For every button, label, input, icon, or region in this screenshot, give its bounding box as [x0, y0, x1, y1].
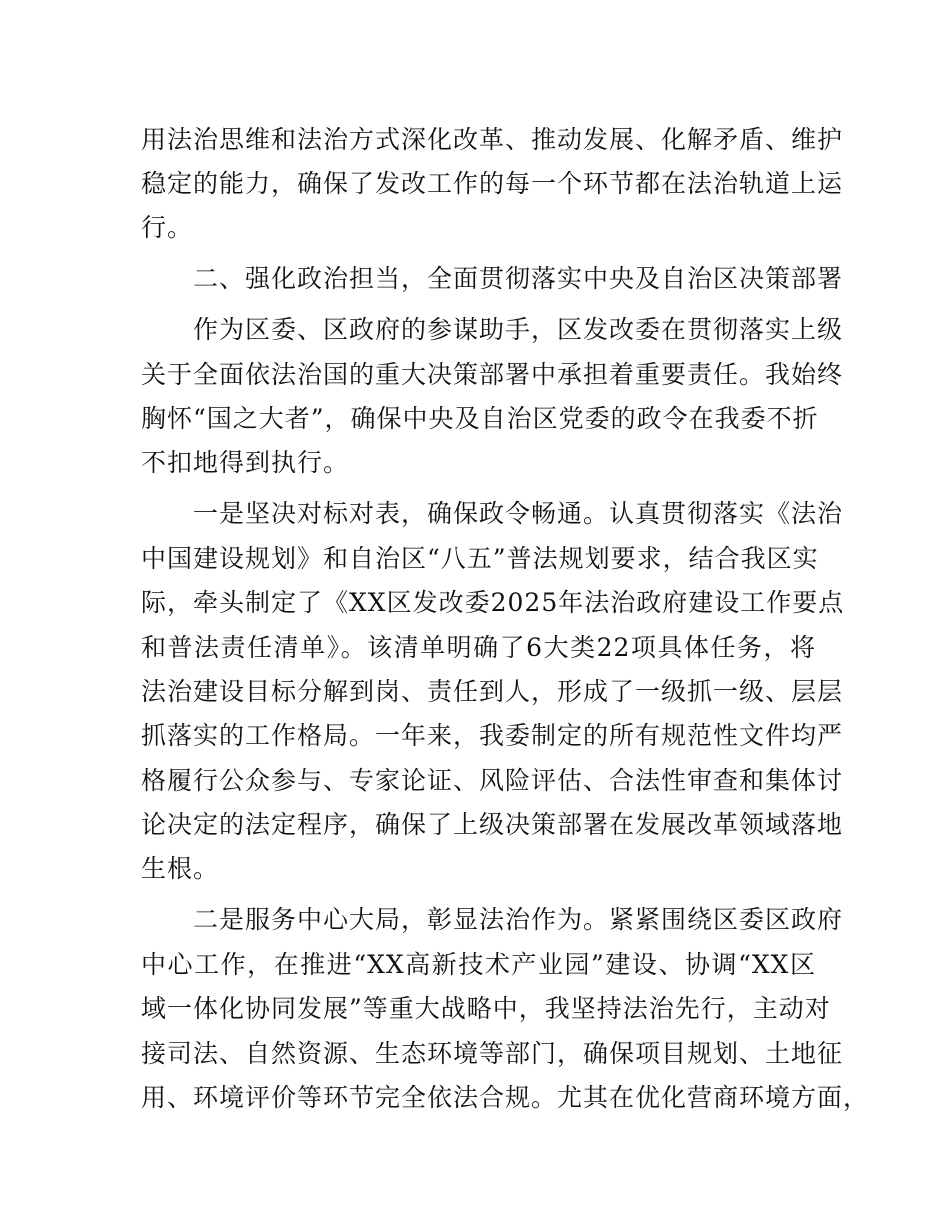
text-line: 抓落实的工作格局。一年来，我委制定的所有规范性文件均严 — [141, 721, 844, 750]
text-line: 行。 — [141, 213, 194, 242]
text-line: 胸怀“国之大者”，确保中央及自治区党委的政令在我委不折 — [141, 404, 819, 433]
text-line: 格履行公众参与、专家论证、风险评估、合法性审查和集体讨 — [141, 766, 844, 795]
text-line: 作为区委、区政府的参谋助手，区发改委在贯彻落实上级 — [193, 315, 844, 344]
text-line: 不扣地得到执行。 — [141, 448, 350, 477]
text-line: 法治建设目标分解到岗、责任到人，形成了一级抓一级、层层 — [141, 677, 844, 706]
text-line: 际，牵头制定了《XX区发改委2025年法治政府建设工作要点 — [141, 588, 845, 617]
text-line: 和普法责任清单》。该清单明确了6大类22项具体任务，将 — [141, 633, 816, 662]
text-line: 接司法、自然资源、生态环境等部门，确保项目规划、土地征 — [141, 1039, 844, 1068]
text-line: 论决定的法定程序，确保了上级决策部署在发展改革领域落地 — [141, 810, 844, 839]
text-line: 二是服务中心大局，彰显法治作为。紧紧围绕区委区政府 — [193, 905, 844, 934]
text-line: 中心工作，在推进“XX高新技术产业园”建设、协调“XX区 — [141, 950, 816, 979]
text-line: 关于全面依法治国的重大决策部署中承担着重要责任。我始终 — [141, 360, 844, 389]
text-line: 一是坚决对标对表，确保政令畅通。认真贯彻落实《法治 — [193, 499, 844, 528]
text-line: 稳定的能力，确保了发改工作的每一个环节都在法治轨道上运 — [141, 169, 844, 198]
text-line: 生根。 — [141, 854, 220, 883]
text-line: 中国建设规划》和自治区“八五”普法规划要求，结合我区实 — [141, 544, 819, 573]
text-line: 用、环境评价等环节完全依法合规。尤其在优化营商环境方面， — [141, 1083, 870, 1112]
section-heading: 二、强化政治担当，全面贯彻落实中央及自治区决策部署 — [193, 264, 844, 293]
text-line: 用法治思维和法治方式深化改革、推动发展、化解矛盾、维护 — [141, 125, 844, 154]
text-line: 域一体化协同发展”等重大战略中，我坚持法治先行，主动对 — [141, 994, 831, 1023]
